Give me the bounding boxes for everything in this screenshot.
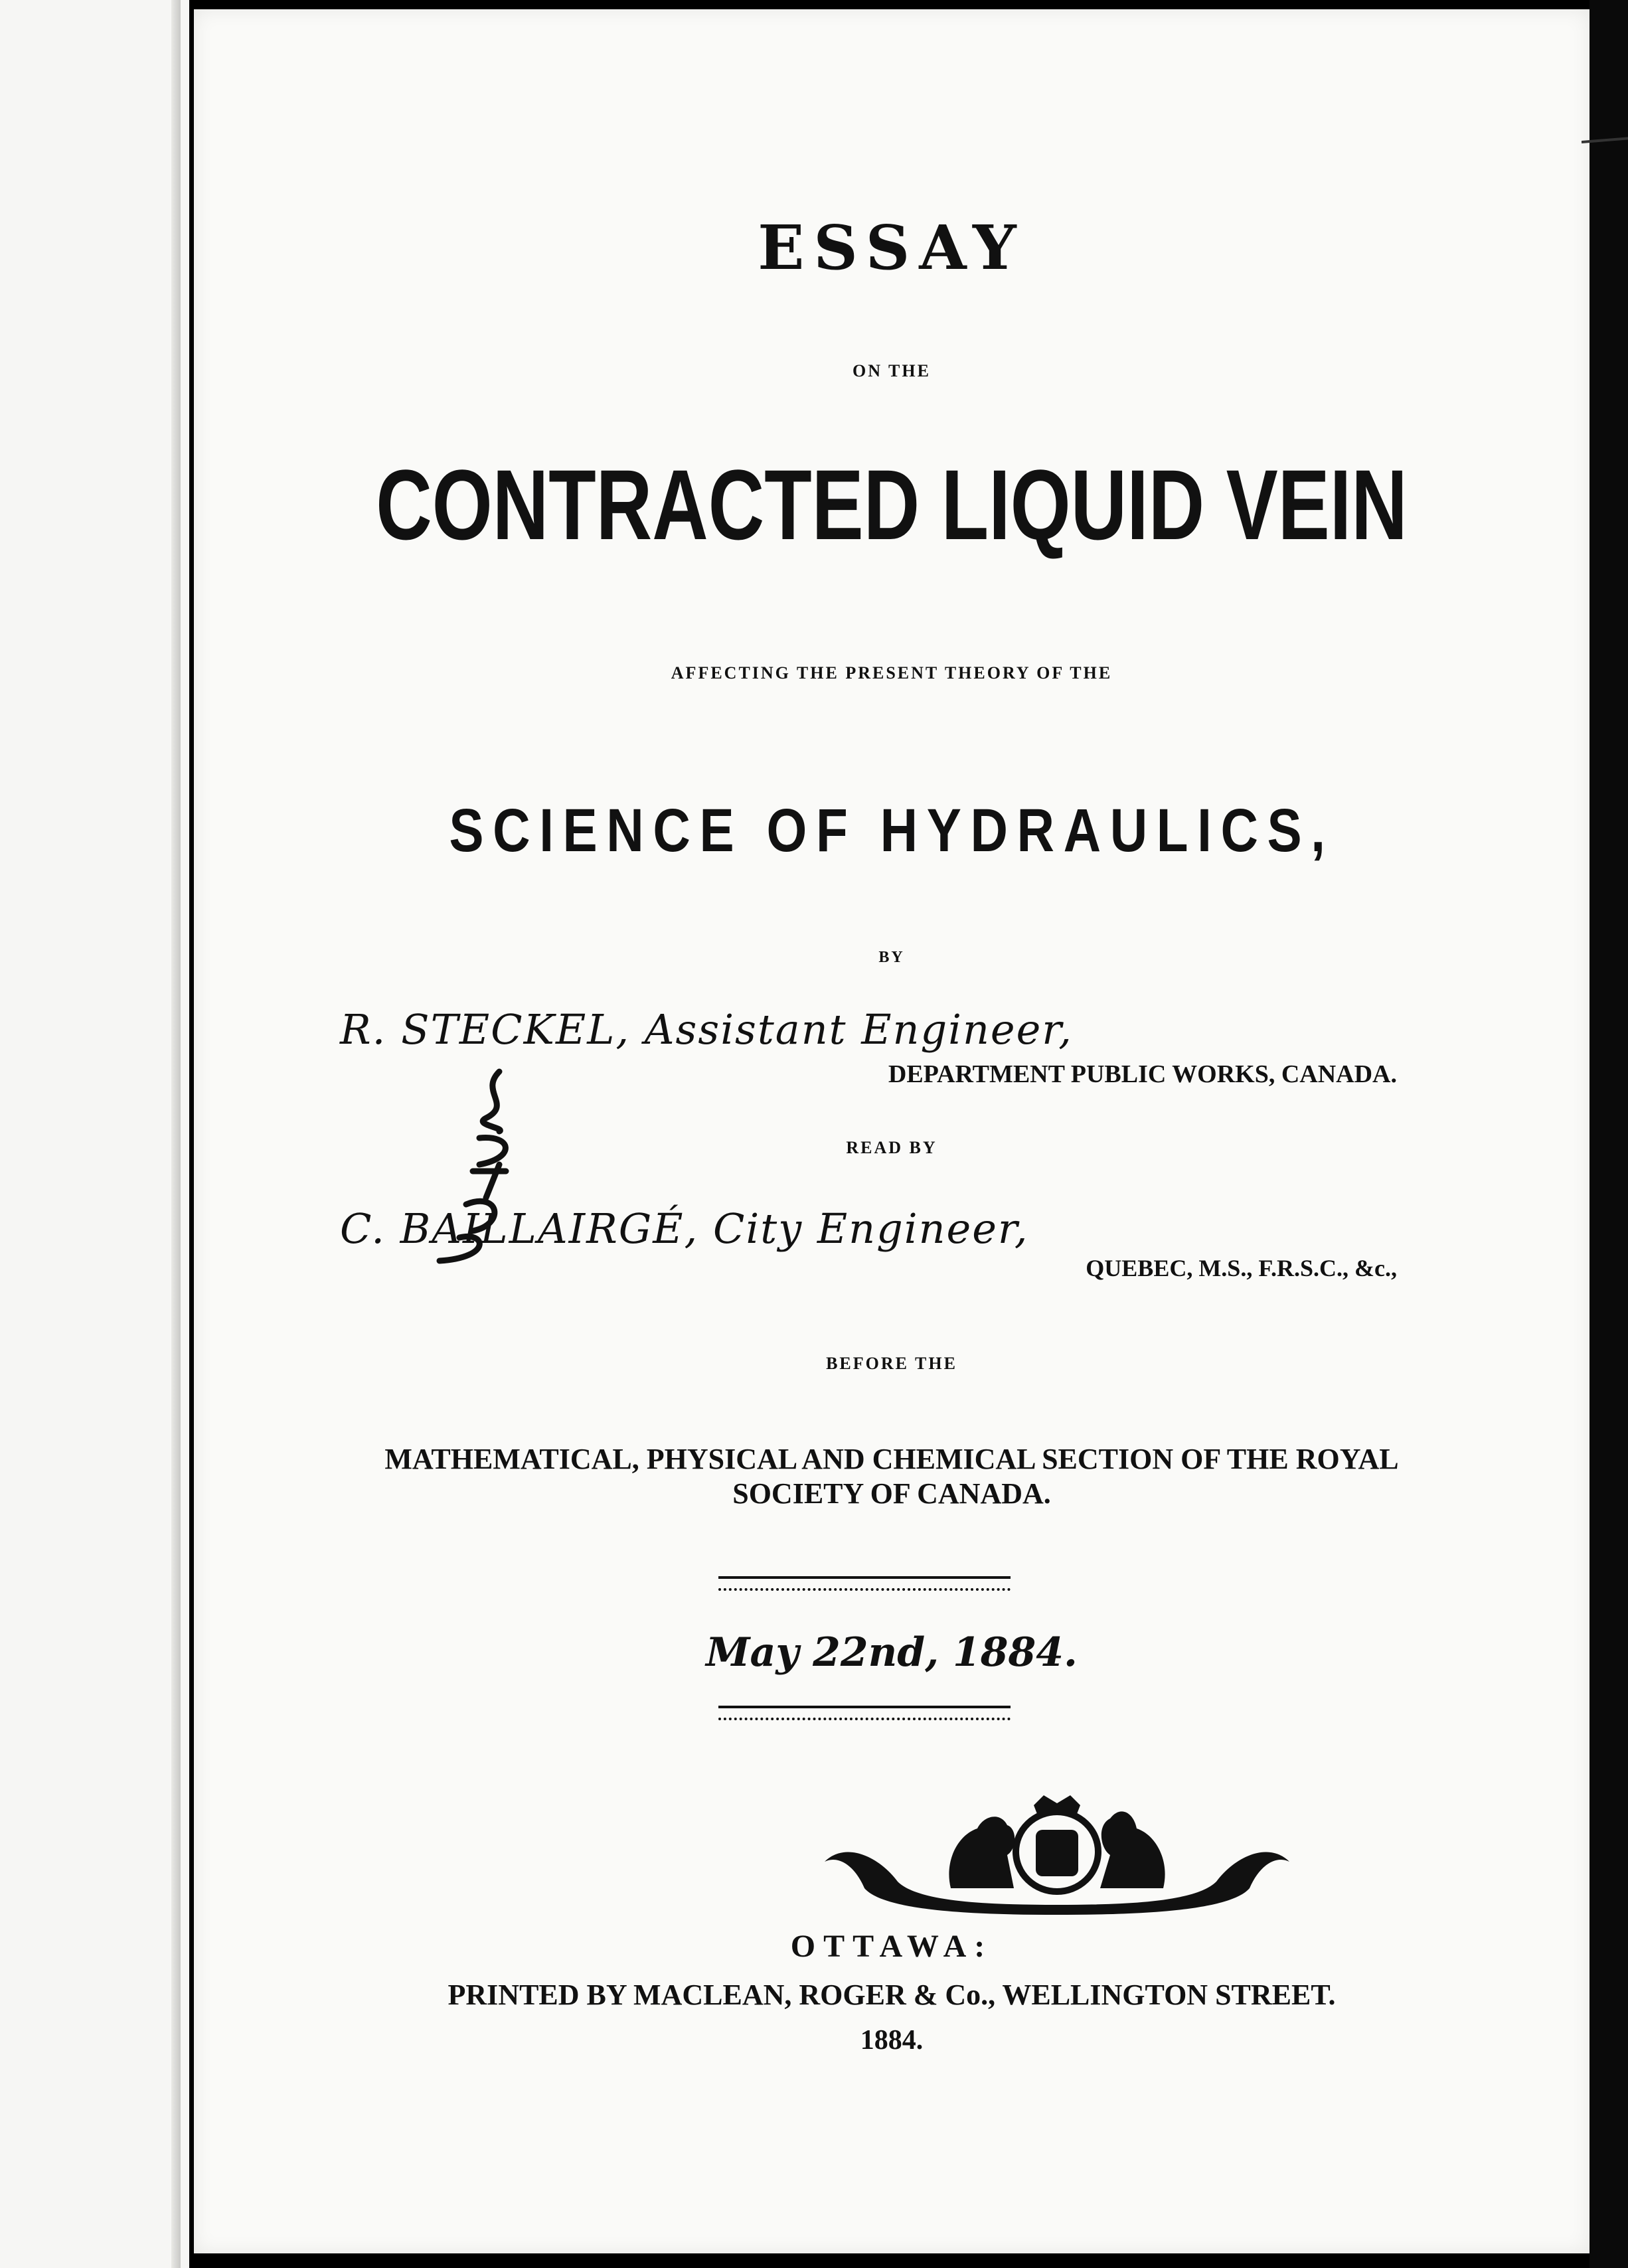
title-on-the: ON THE — [853, 361, 931, 380]
reader-name: C. BAILLAIRGÉ, City Engineer, — [340, 1204, 1029, 1253]
imprint-place: OTTAWA: — [790, 1929, 993, 1964]
title-science: SCIENCE OF HYDRAULICS, — [449, 797, 1335, 864]
right-page-edge — [1589, 0, 1628, 2268]
imprint-year: 1884. — [860, 2025, 924, 2056]
read-by-label: READ BY — [846, 1138, 937, 1157]
by-label: BY — [878, 949, 905, 966]
society-line-2: SOCIETY OF CANADA. — [732, 1477, 1051, 1510]
before-the-label: BEFORE THE — [826, 1354, 957, 1373]
publication-date: May 22nd, 1884. — [706, 1629, 1078, 1676]
page-gutter — [171, 0, 181, 2268]
title-affecting: AFFECTING THE PRESENT THEORY OF THE — [671, 663, 1113, 683]
society-line-1: MATHEMATICAL, PHYSICAL AND CHEMICAL SECTION OF THE ROYAL — [384, 1443, 1399, 1475]
title-essay: ESSAY — [758, 212, 1026, 284]
author-affiliation: DEPARTMENT PUBLIC WORKS, CANADA. — [888, 1060, 1397, 1088]
reader-affiliation: QUEBEC, M.S., F.R.S.C., &c., — [1086, 1255, 1397, 1281]
title-page — [194, 9, 1589, 2253]
imprint-printer: PRINTED BY MACLEAN, ROGER & Co., WELLINGTON STREET. — [448, 1979, 1336, 2011]
ornamental-rule-bottom — [718, 1706, 1011, 1720]
ornamental-rule-top — [718, 1576, 1011, 1591]
title-main: CONTRACTED LIQUID VEIN — [376, 449, 1408, 560]
royal-coat-of-arms-icon — [818, 1789, 1296, 1915]
left-page-leaf — [0, 0, 189, 2268]
author-name: R. STECKEL, Assistant Engineer, — [340, 1005, 1073, 1054]
